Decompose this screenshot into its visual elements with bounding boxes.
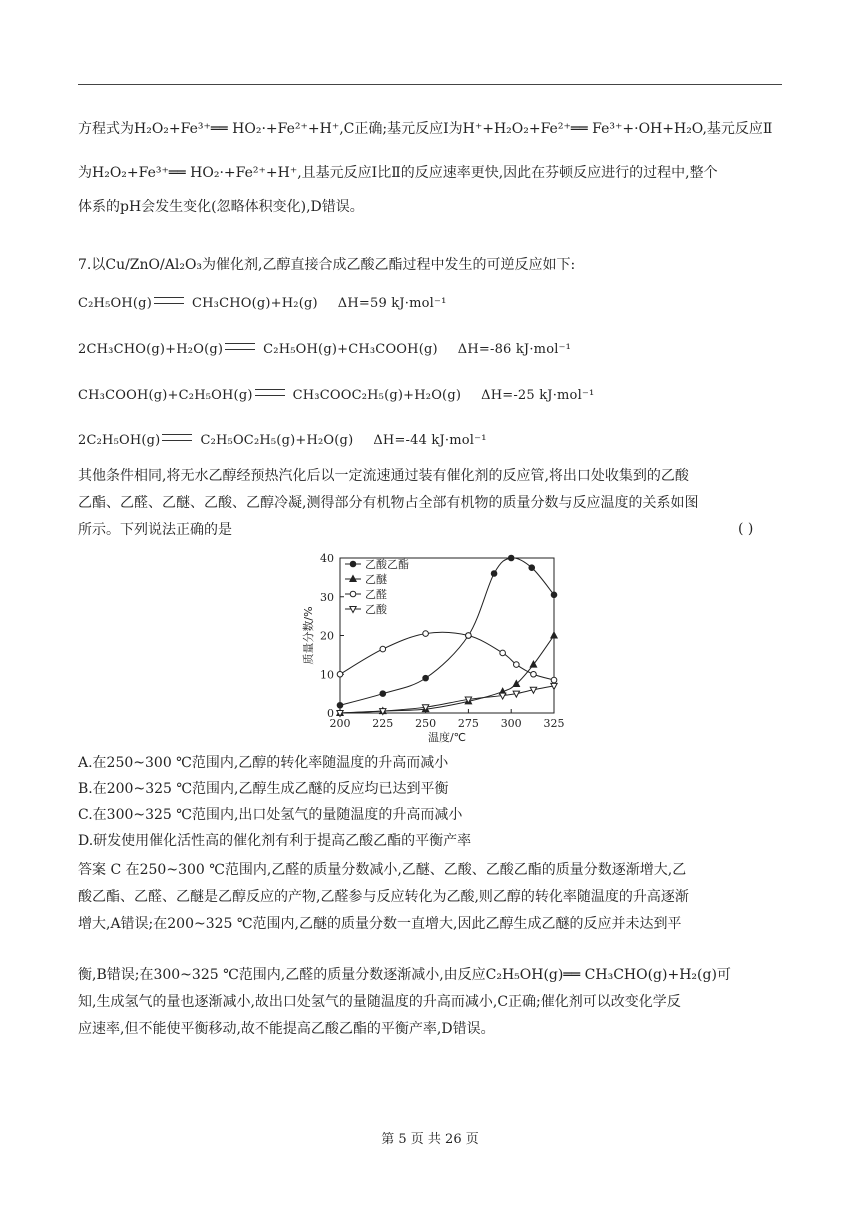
- legend-label-1: 乙醚: [365, 573, 387, 586]
- data-point-0: [423, 675, 429, 681]
- equation-2-enthalpy: ΔH=-86 kJ·mol⁻¹: [457, 342, 572, 357]
- question-body-line-3: 所示。下列说法正确的是: [78, 522, 232, 538]
- answer-line-2: 酸乙酯、乙醛、乙醚是乙醇反应的产物,乙醛参与反应转化为乙酸,则乙醇的转化率随温度的升高逐渐: [78, 889, 689, 905]
- question-stem: 7.以Cu/ZnO/Al₂O₃为催化剂,乙醇直接合成乙酸乙酯过程中发生的可逆反应如下:: [78, 257, 576, 273]
- question-body-line-1: 其他条件相同,将无水乙醇经预热汽化后以一定流速通过装有催化剂的反应管,将出口处收集到的乙酸: [78, 468, 689, 484]
- legend-label-3: 乙酸: [365, 603, 387, 616]
- data-point-0: [491, 571, 497, 577]
- series-line-1: [340, 636, 554, 714]
- series-line-3: [340, 686, 554, 713]
- option-a: A.在250~300 ℃范围内,乙醇的转化率随温度的升高而减小: [78, 755, 449, 771]
- equilibrium-sign: [255, 389, 285, 396]
- series-line-2: [340, 632, 554, 680]
- answer-line-5: 知,生成氢气的量也逐渐减小,故出口处氢气的量随温度的升高而减小,C正确;催化剂可以改变化学反: [78, 994, 681, 1010]
- answer-bracket: ( ): [738, 521, 754, 537]
- equation-2: [78, 340, 571, 360]
- prev-paragraph-line-3: 体系的pH会发生变化(忽略体积变化),D错误。: [78, 199, 364, 215]
- x-axis-label: 温度/℃: [427, 731, 467, 744]
- equilibrium-sign: [162, 434, 192, 441]
- y-tick-label: 30: [320, 590, 334, 604]
- equation-3: [78, 386, 594, 406]
- y-tick-label: 20: [320, 629, 334, 643]
- data-point-2: [380, 646, 386, 652]
- data-point-0: [508, 555, 514, 561]
- x-tick-label: 325: [543, 717, 565, 730]
- mass-fraction-chart: [290, 548, 570, 744]
- legend-marker-0: [350, 561, 356, 567]
- x-tick-label: 300: [500, 717, 522, 730]
- y-tick-label: 10: [320, 668, 334, 682]
- equation-3-rhs: CH₃COOC₂H₅(g)+H₂O(g): [292, 388, 462, 403]
- x-tick-label: 275: [457, 717, 479, 730]
- equation-1-rhs: CH₃CHO(g)+H₂(g): [191, 296, 318, 311]
- option-d: D.研发使用催化活性高的催化剂有利于提高乙酸乙酯的平衡产率: [78, 833, 472, 849]
- data-point-2: [466, 633, 472, 639]
- y-axis-label: 质量分数/%: [302, 606, 315, 665]
- equation-1-lhs: C₂H₅OH(g): [78, 296, 152, 311]
- data-point-2: [531, 671, 537, 677]
- equation-1-enthalpy: ΔH=59 kJ·mol⁻¹: [337, 296, 447, 311]
- equation-4: [78, 431, 487, 451]
- data-point-0: [337, 702, 343, 708]
- data-point-2: [337, 671, 343, 677]
- equation-3-lhs: CH₃COOH(g)+C₂H₅OH(g): [78, 388, 253, 403]
- legend-label-2: 乙醛: [365, 588, 387, 601]
- equation-2-lhs: 2CH₃CHO(g)+H₂O(g): [78, 342, 224, 357]
- equilibrium-sign: [225, 343, 255, 350]
- answer-line-3: 增大,A错误;在200~325 ℃范围内,乙醚的质量分数一直增大,因此乙醇生成乙醚的反应并未达到平: [78, 916, 682, 932]
- equation-1: [78, 294, 446, 314]
- x-tick-label: 225: [372, 717, 394, 730]
- option-c: C.在300~325 ℃范围内,出口处氢气的量随温度的升高而减小: [78, 807, 463, 823]
- answer-line-1: 答案 C 在250~300 ℃范围内,乙醛的质量分数减小,乙醚、乙酸、乙酸乙酯的质量分数逐渐增大,乙: [78, 862, 687, 878]
- x-tick-label: 250: [415, 717, 437, 730]
- legend-marker-2: [350, 591, 356, 597]
- equilibrium-sign: [154, 297, 184, 304]
- data-point-2: [551, 677, 557, 683]
- answer-line-4: 衡,B错误;在300~325 ℃范围内,乙醛的质量分数逐渐减小,由反应C₂H₅OH(g)══ CH₃CHO(g)+H₂(g)可: [78, 967, 731, 983]
- data-point-1: [551, 632, 557, 638]
- question-body-line-2: 乙酯、乙醛、乙醚、乙酸、乙醇冷凝,测得部分有机物占全部有机物的质量分数与反应温度的关系如图: [78, 495, 699, 511]
- prev-paragraph-line-2: 为H₂O₂+Fe³⁺══ HO₂·+Fe²⁺+H⁺,且基元反应Ⅰ比Ⅱ的反应速率更快,因此在芬顿反应进行的过程中,整个: [78, 165, 718, 181]
- data-point-2: [500, 650, 506, 656]
- page-footer: 第 5 页 共 26 页: [381, 1132, 479, 1147]
- equation-4-lhs: 2C₂H₅OH(g): [78, 433, 161, 448]
- prev-paragraph-line-1: 方程式为H₂O₂+Fe³⁺══ HO₂·+Fe²⁺+H⁺,C正确;基元反应Ⅰ为H⁺+H₂O₂+Fe²⁺══ Fe³⁺+·OH+H₂O,基元反应Ⅱ: [78, 121, 773, 137]
- legend-label-0: 乙酸乙酯: [365, 558, 409, 571]
- answer-line-6: 应速率,但不能使平衡移动,故不能提高乙酸乙酯的平衡产率,D错误。: [78, 1021, 495, 1037]
- equation-2-rhs: C₂H₅OH(g)+CH₃COOH(g): [263, 342, 438, 357]
- y-tick-label: 40: [320, 552, 334, 565]
- equation-4-rhs: C₂H₅OC₂H₅(g)+H₂O(g): [200, 433, 354, 448]
- y-tick-label: 0: [327, 707, 334, 720]
- data-point-2: [423, 631, 429, 637]
- option-b: B.在200~325 ℃范围内,乙醇生成乙醚的反应均已达到平衡: [78, 781, 449, 797]
- data-point-0: [529, 565, 535, 571]
- data-point-0: [551, 592, 557, 598]
- equation-4-enthalpy: ΔH=-44 kJ·mol⁻¹: [373, 433, 487, 448]
- data-point-0: [380, 691, 386, 697]
- header-rule: [78, 84, 782, 85]
- x-tick-label: 200: [329, 717, 351, 730]
- data-point-2: [514, 662, 520, 668]
- equation-3-enthalpy: ΔH=-25 kJ·mol⁻¹: [481, 388, 595, 403]
